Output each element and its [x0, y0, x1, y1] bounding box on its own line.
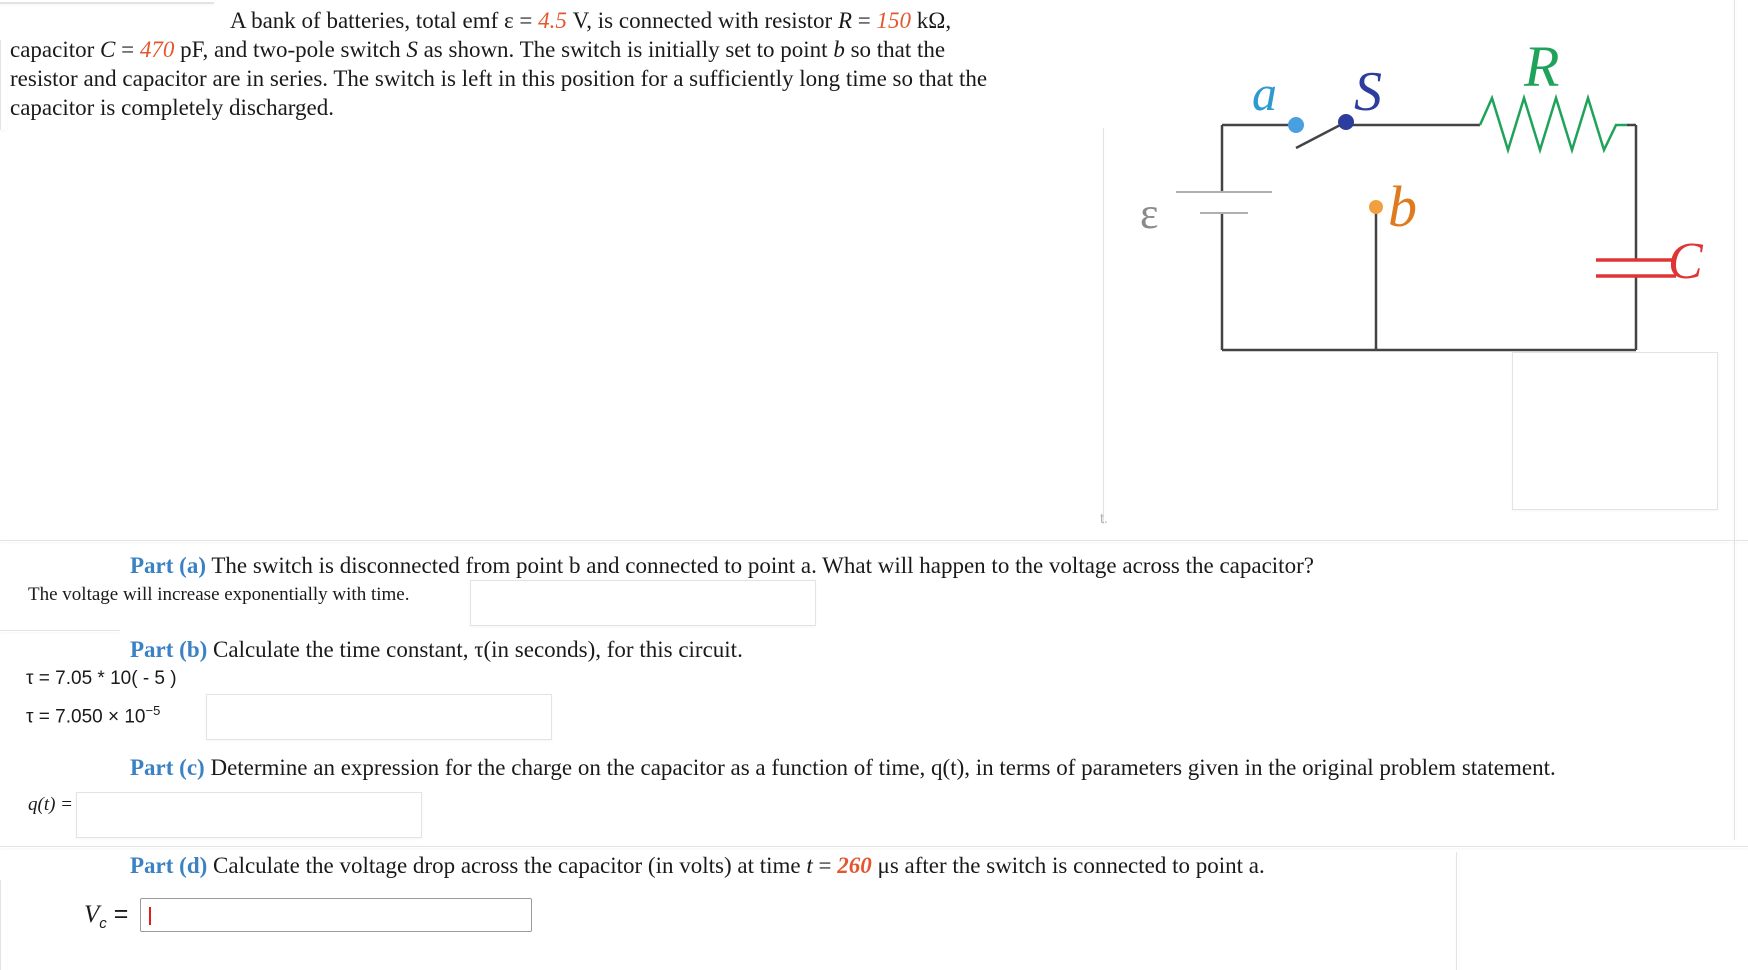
resistor-zigzag — [1480, 98, 1627, 150]
voltage-subscript: c — [99, 915, 107, 932]
part-b-answer-raw — [26, 668, 177, 690]
part-b-answer-line-1: τ = 7.05 * 10( - 5 ) — [26, 668, 177, 689]
label-a: a — [1252, 65, 1277, 121]
part-d-text: = — [812, 853, 838, 878]
part-a-text: The switch is disconnected from point b and connected to point a. What will happen to the voltage across the capacitor? — [206, 553, 1314, 578]
faint-box — [470, 580, 816, 626]
voltage-symbol: V — [84, 901, 100, 928]
part-c-label: Part (c) — [130, 755, 205, 780]
part-d-text: μs after the switch is connected to point a. — [871, 853, 1265, 878]
part-a-label: Part (a) — [130, 553, 206, 578]
intro-text: capacitor — [10, 37, 101, 62]
label-c: C — [1668, 233, 1703, 290]
time-value: 260 — [837, 853, 872, 878]
intro-text: A bank of batteries, total emf ε = — [230, 8, 539, 33]
faint-divider — [0, 880, 7, 970]
point-b-symbol: b — [833, 37, 845, 62]
intro-line-3: resistor and capacitor are in series. The switch is left in this position for a sufficiently long time so that the — [10, 66, 988, 91]
part-c-text: Determine an expression for the charge on the capacitor as a function of time, q(t), in terms of parameters given in the original problem statement. — [204, 755, 1556, 780]
part-b-answer-exponent: −5 — [145, 703, 161, 718]
part-b-answer-formatted — [26, 700, 160, 728]
time-symbol: t — [806, 853, 813, 878]
label-emf: ε — [1140, 189, 1159, 238]
stray-text: t. — [1100, 510, 1108, 526]
faint-divider — [0, 846, 1748, 848]
part-b-label: Part (b) — [130, 637, 208, 662]
faint-box — [1512, 352, 1718, 510]
emf-value: 4.5 — [538, 8, 567, 33]
part-a-answer: The voltage will increase exponentially with time. — [28, 584, 410, 605]
faint-box — [76, 792, 422, 838]
text-cursor — [149, 907, 151, 925]
part-c-answer-label: q(t) = — [28, 794, 74, 815]
point-a-dot — [1288, 117, 1304, 133]
problem-statement — [10, 6, 1110, 122]
part-b-question — [130, 636, 743, 664]
intro-text: as shown. The switch is initially set to point — [417, 37, 834, 62]
resistor-symbol: R — [837, 8, 853, 33]
faint-divider — [0, 630, 120, 632]
part-d-label: Part (d) — [130, 853, 208, 878]
equals-sign: = — [106, 900, 129, 928]
faint-divider — [0, 0, 214, 4]
voltage-answer-input[interactable] — [140, 898, 532, 932]
resistance-value: 150 — [876, 8, 911, 33]
capacitance-value: 470 — [139, 37, 175, 62]
label-r: R — [1524, 34, 1560, 99]
part-d-input-label — [84, 900, 128, 932]
capacitor-symbol: C — [100, 37, 116, 62]
switch-symbol: S — [406, 37, 418, 62]
switch-pivot-dot — [1338, 114, 1354, 130]
part-c-question — [130, 754, 1556, 782]
intro-line-4: capacitor is completely discharged. — [10, 95, 335, 120]
part-d-question — [130, 852, 1265, 880]
faint-divider — [0, 540, 1748, 542]
intro-line-2 — [10, 37, 945, 62]
faint-box — [206, 694, 552, 740]
intro-text: so that the — [844, 37, 946, 62]
part-b-answer-line-2: τ = 7.050 × 10 — [26, 706, 146, 728]
label-s: S — [1354, 61, 1382, 123]
faint-divider — [1456, 852, 1458, 970]
intro-text: = — [852, 8, 877, 33]
part-b-text: Calculate the time constant, τ(in seconds), for this circuit. — [207, 637, 743, 662]
intro-line-1 — [10, 6, 1110, 35]
faint-divider — [1734, 0, 1736, 840]
part-d-text: Calculate the voltage drop across the capacitor (in volts) at time — [207, 853, 807, 878]
part-a-question — [130, 552, 1314, 580]
intro-text: = — [115, 37, 140, 62]
circuit-diagram — [1100, 20, 1703, 360]
label-b: b — [1388, 174, 1417, 239]
intro-text: kΩ, — [911, 8, 952, 33]
faint-divider — [0, 40, 7, 130]
point-b-dot — [1369, 200, 1383, 214]
intro-text: V, is connected with resistor — [566, 8, 838, 33]
intro-text: pF, and two-pole switch — [174, 37, 407, 62]
